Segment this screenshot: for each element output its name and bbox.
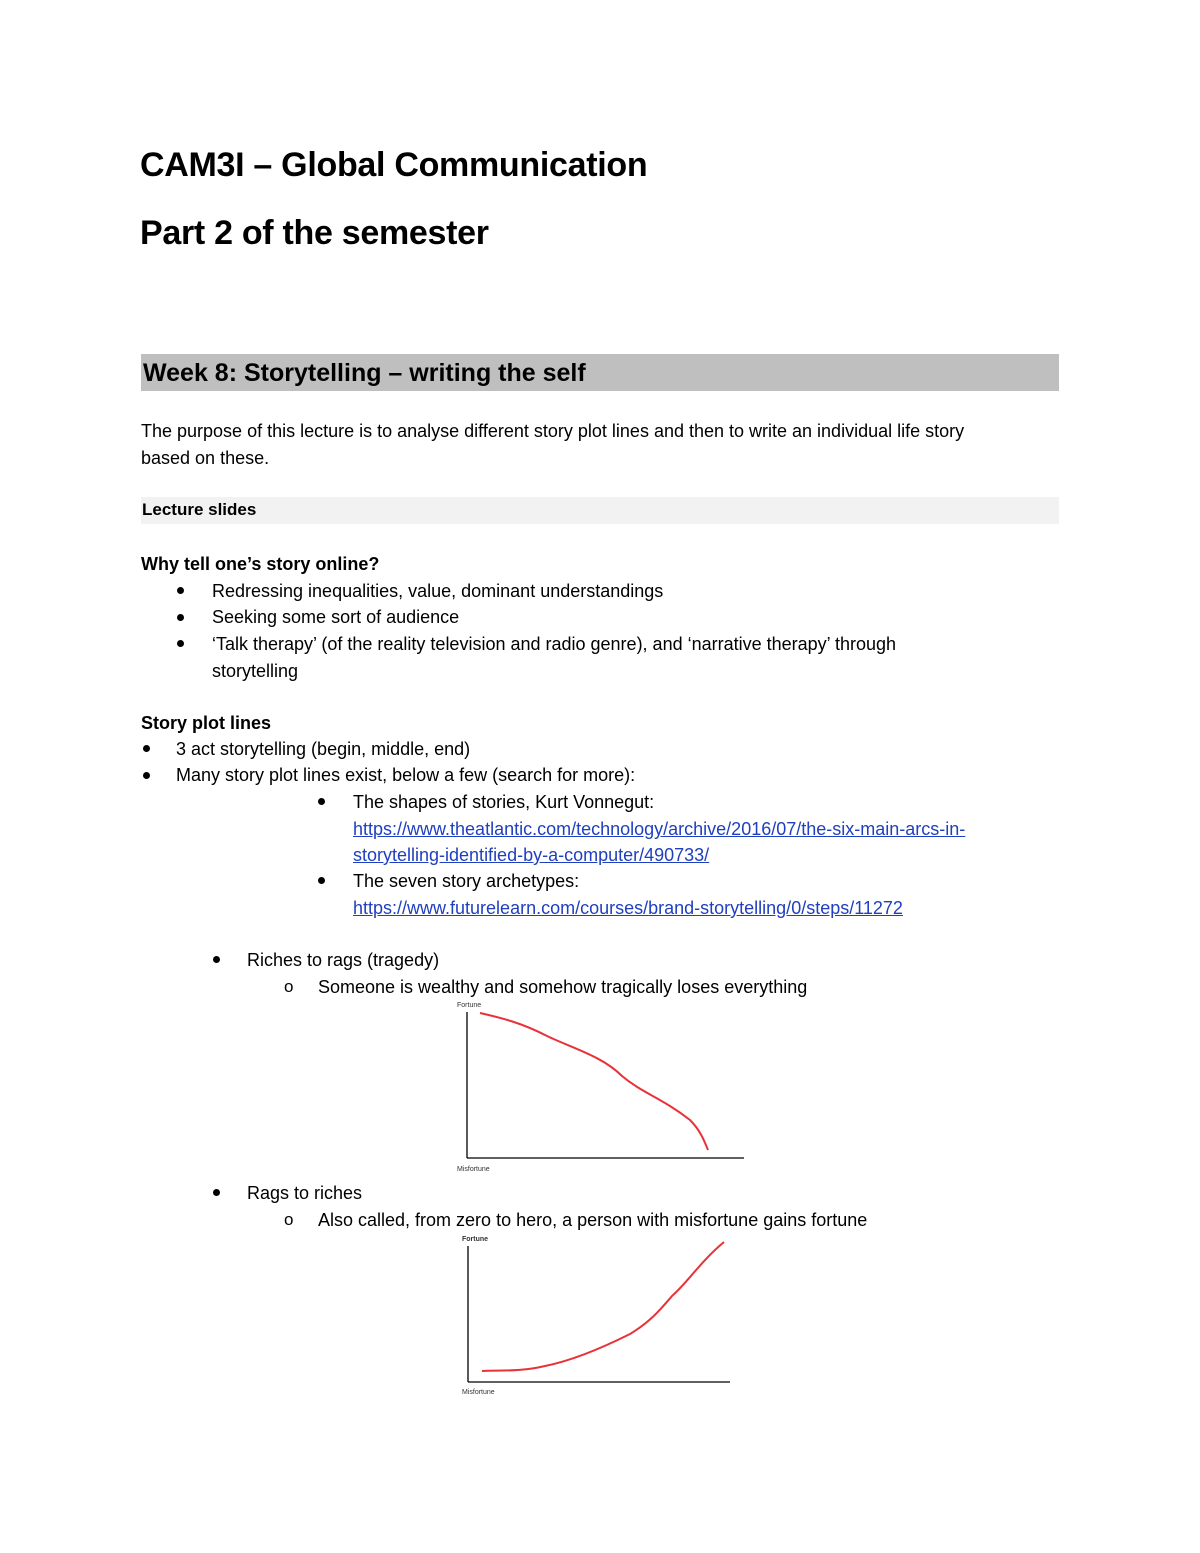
vonnegut-label: The shapes of stories, Kurt Vonnegut: [353,792,655,812]
vonnegut-link-line-2[interactable]: storytelling-identified-by-a-computer/490733/ [353,845,710,865]
plot-lines-bullet-2: Many story plot lines exist, below a few (search for more): [176,765,636,785]
bullet-icon [177,587,184,594]
lecture-slides-heading: Lecture slides [142,500,257,519]
arc-2-description: Also called, from zero to hero, a person with misfortune gains fortune [318,1210,868,1230]
graph-2-arc-line [482,1242,724,1371]
document-title: CAM3I – Global Communication [140,146,648,184]
bullet-icon [143,745,150,752]
circle-bullet-icon: o [284,977,294,996]
bullet-icon [213,1189,220,1196]
intro-line-2: based on these. [141,448,270,468]
bullet-icon [177,614,184,621]
circle-bullet-icon: o [284,1210,294,1229]
archetypes-link[interactable]: https://www.futurelearn.com/courses/brand-storytelling/0/steps/11272 [353,898,903,918]
intro-line-1: The purpose of this lecture is to analyse different story plot lines and then to write an individual life story [141,421,965,441]
lecture-slides-band [141,497,1059,524]
week-heading: Week 8: Storytelling – writing the self [143,359,586,387]
why-online-bullet-2: Seeking some sort of audience [212,607,460,627]
bullet-icon [177,640,184,647]
riches-to-rags-graph [452,998,752,1176]
archetypes-label: The seven story archetypes: [353,871,580,891]
why-online-heading: Why tell one’s story online? [141,554,380,574]
arc-2-name: Rags to riches [247,1183,363,1203]
bullet-icon [143,772,150,779]
why-online-bullet-3: ‘Talk therapy’ (of the reality television and radio genre), and ‘narrative therapy’ through [212,634,897,654]
arc-1-description: Someone is wealthy and somehow tragically loses everything [318,977,808,997]
graph-2-y-label: Fortune [462,1236,489,1243]
arc-1-name: Riches to rags (tragedy) [247,950,440,970]
graph-1-y-label: Fortune [457,1002,482,1009]
why-online-bullet-3-cont: storytelling [212,661,299,681]
rags-to-riches-graph [460,1232,760,1397]
document-subtitle: Part 2 of the semester [140,214,489,252]
graph-2-x-label: Misfortune [462,1389,495,1396]
bullet-icon [318,798,325,805]
week-heading-band [141,354,1059,391]
graph-1-arc-line [480,1013,708,1150]
why-online-bullet-1: Redressing inequalities, value, dominant understandings [212,581,664,601]
plot-lines-bullet-1: 3 act storytelling (begin, middle, end) [176,739,471,759]
graph-1-x-label: Misfortune [457,1166,490,1173]
bullet-icon [318,877,325,884]
plot-lines-heading: Story plot lines [141,713,272,733]
vonnegut-link-line-1[interactable]: https://www.theatlantic.com/technology/archive/2016/07/the-six-main-arcs-in- [353,819,966,839]
bullet-icon [213,956,220,963]
